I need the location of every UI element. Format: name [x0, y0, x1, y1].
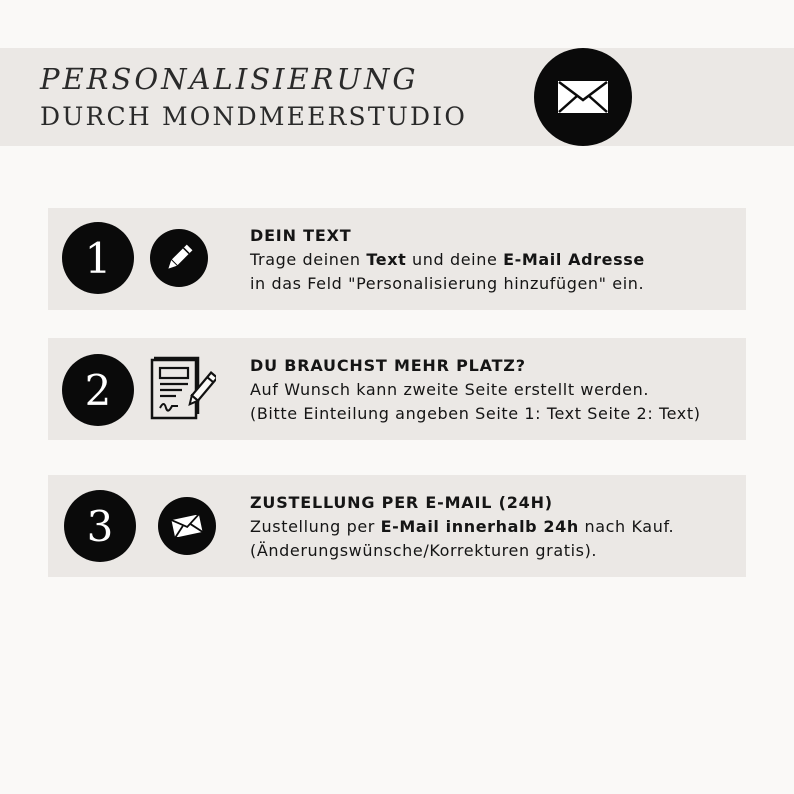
bold-segment: E-Mail innerhalb 24h: [380, 517, 579, 536]
text-segment: Trage deinen: [250, 250, 367, 269]
envelope-icon: [171, 515, 203, 537]
step-line: (Änderungswünsche/Korrekturen gratis).: [250, 541, 598, 560]
step-number-badge: 2: [62, 354, 134, 426]
text-segment: und deine: [406, 250, 504, 269]
bold-segment: E-Mail Adresse: [503, 250, 645, 269]
header-envelope-badge: [534, 48, 632, 146]
step-1-text: [250, 224, 744, 296]
step-3-card: [48, 475, 746, 577]
step-line: [250, 515, 744, 539]
step-line: Auf Wunsch kann zweite Seite erstellt werden.: [250, 380, 650, 399]
step-1-icon-badge: [150, 229, 208, 287]
step-title: ZUSTELLUNG PER E-MAIL (24H): [250, 493, 553, 512]
page-title: PERSONALISIERUNG: [40, 62, 419, 96]
step-line: [250, 248, 744, 272]
step-line: in das Feld "Personalisierung hinzufügen" ein.: [250, 274, 645, 293]
page-subtitle: DURCH MONDMEERSTUDIO: [40, 102, 468, 131]
step-title: DEIN TEXT: [250, 226, 352, 245]
step-number-badge: 1: [62, 222, 134, 294]
envelope-icon: [557, 80, 609, 114]
step-title: DU BRAUCHST MEHR PLATZ?: [250, 356, 526, 375]
bold-segment: Text: [366, 250, 407, 269]
text-segment: nach Kauf.: [578, 517, 675, 536]
step-2-text: [250, 354, 744, 426]
text-segment: Zustellung per: [250, 517, 381, 536]
step-line: (Bitte Einteilung angeben Seite 1: Text Seite 2: Text): [250, 404, 701, 423]
pencil-icon: [162, 241, 196, 275]
step-3-icon-badge: [158, 497, 216, 555]
step-number-badge: 3: [64, 490, 136, 562]
step-2-card: [48, 338, 746, 440]
step-3-text: [250, 491, 744, 563]
step-1-card: [48, 208, 746, 310]
document-pen-icon: [148, 356, 216, 422]
